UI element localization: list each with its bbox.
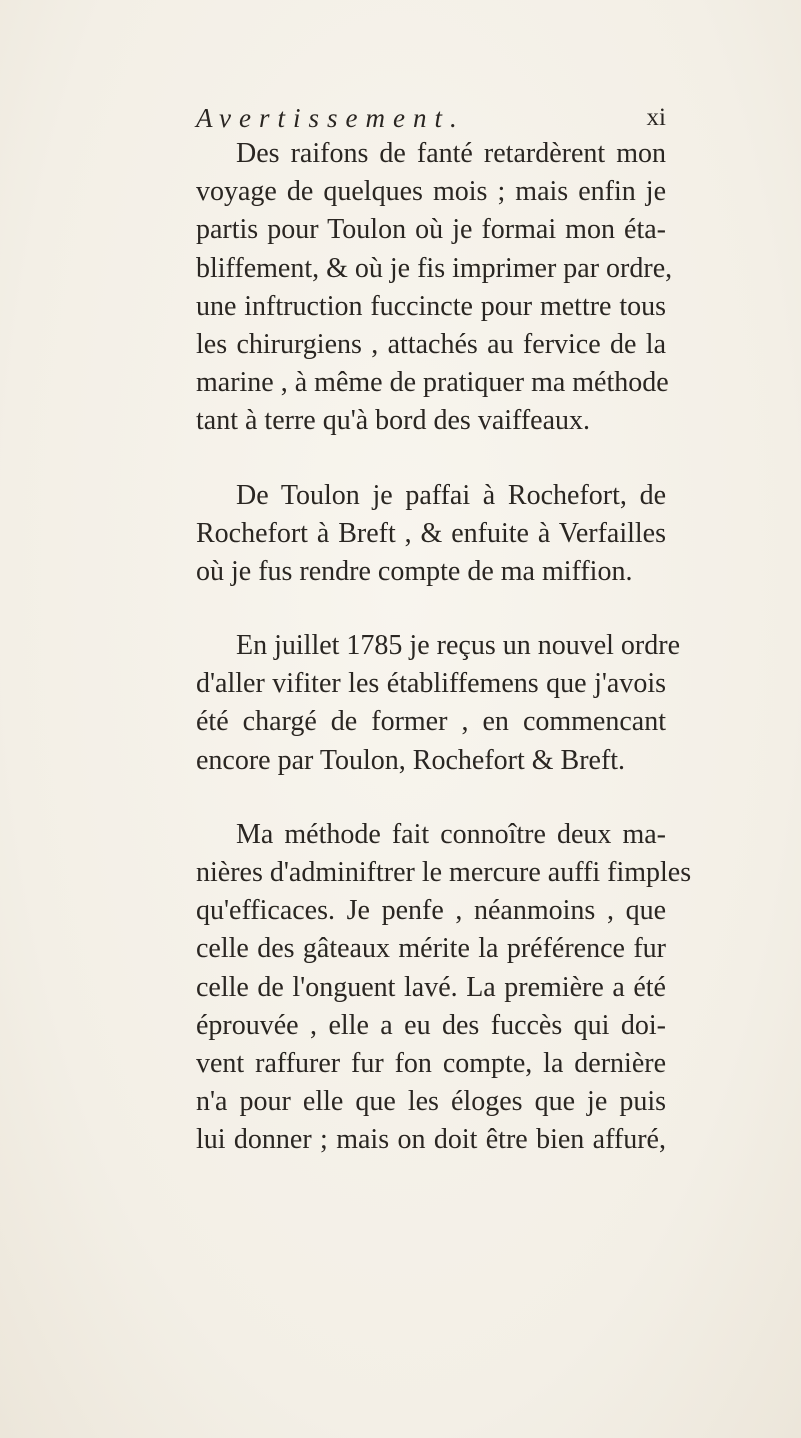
- paragraph-gap: [196, 780, 666, 816]
- text-line: vent raffurer fur fon compte, la dernière: [196, 1047, 666, 1079]
- text-line: Rochefort à Breft , & enfuite à Verfailles: [196, 517, 666, 549]
- text-line: nières d'adminiftrer le mercure auffi fimples: [196, 857, 692, 888]
- paragraph-gap: [196, 441, 666, 477]
- paragraph-gap: [196, 591, 666, 627]
- text-line: où je fus rendre compte de ma miffion.: [196, 555, 633, 587]
- text-line: celle de l'onguent lavé. La première a été: [196, 971, 666, 1003]
- text-line: été chargé de former , en commencant: [196, 706, 666, 738]
- paragraph-4: [196, 816, 692, 1160]
- paragraph-2: [196, 477, 666, 592]
- page-header: [196, 98, 666, 138]
- text-line: tant à terre qu'à bord des vaiffeaux.: [196, 405, 591, 437]
- text-line: lui donner ; mais on doit être bien affuré,: [196, 1124, 666, 1156]
- text-line: d'aller vifiter les établiffemens que j'avois: [196, 668, 666, 700]
- text-line: Ma méthode fait connoître deux ma-: [236, 818, 666, 850]
- text-line: marine , à même de pratiquer ma méthode: [196, 367, 669, 399]
- text-line: De Toulon je paffai à Rochefort, de: [236, 479, 666, 511]
- text-line: qu'efficaces. Je penfe , néanmoins , que: [196, 895, 666, 927]
- text-line: Des raifons de fanté retardèrent mon: [236, 138, 666, 169]
- text-line: voyage de quelques mois ; mais enfin je: [196, 176, 666, 208]
- running-head: Avertissement.: [196, 103, 465, 133]
- text-line: une inftruction fuccincte pour mettre tous: [196, 290, 666, 322]
- text-line: celle des gâteaux mérite la préférence fur: [196, 933, 666, 965]
- page-number: xi: [646, 104, 666, 131]
- paragraph-3: [196, 627, 680, 780]
- text-line: En juillet 1785 je reçus un nouvel ordre: [236, 630, 680, 662]
- text-line: partis pour Toulon où je formai mon éta-: [196, 214, 666, 246]
- paragraph-1: [196, 135, 673, 441]
- body-text: [196, 135, 692, 1160]
- text-line: bliffement, & où je fis imprimer par ordre,: [196, 252, 673, 284]
- text-line: éprouvée , elle a eu des fuccès qui doi-: [196, 1009, 666, 1041]
- text-line: n'a pour elle que les éloges que je puis: [196, 1086, 666, 1118]
- text-line: encore par Toulon, Rochefort & Breft.: [196, 744, 626, 776]
- text-line: les chirurgiens , attachés au fervice de la: [196, 328, 666, 360]
